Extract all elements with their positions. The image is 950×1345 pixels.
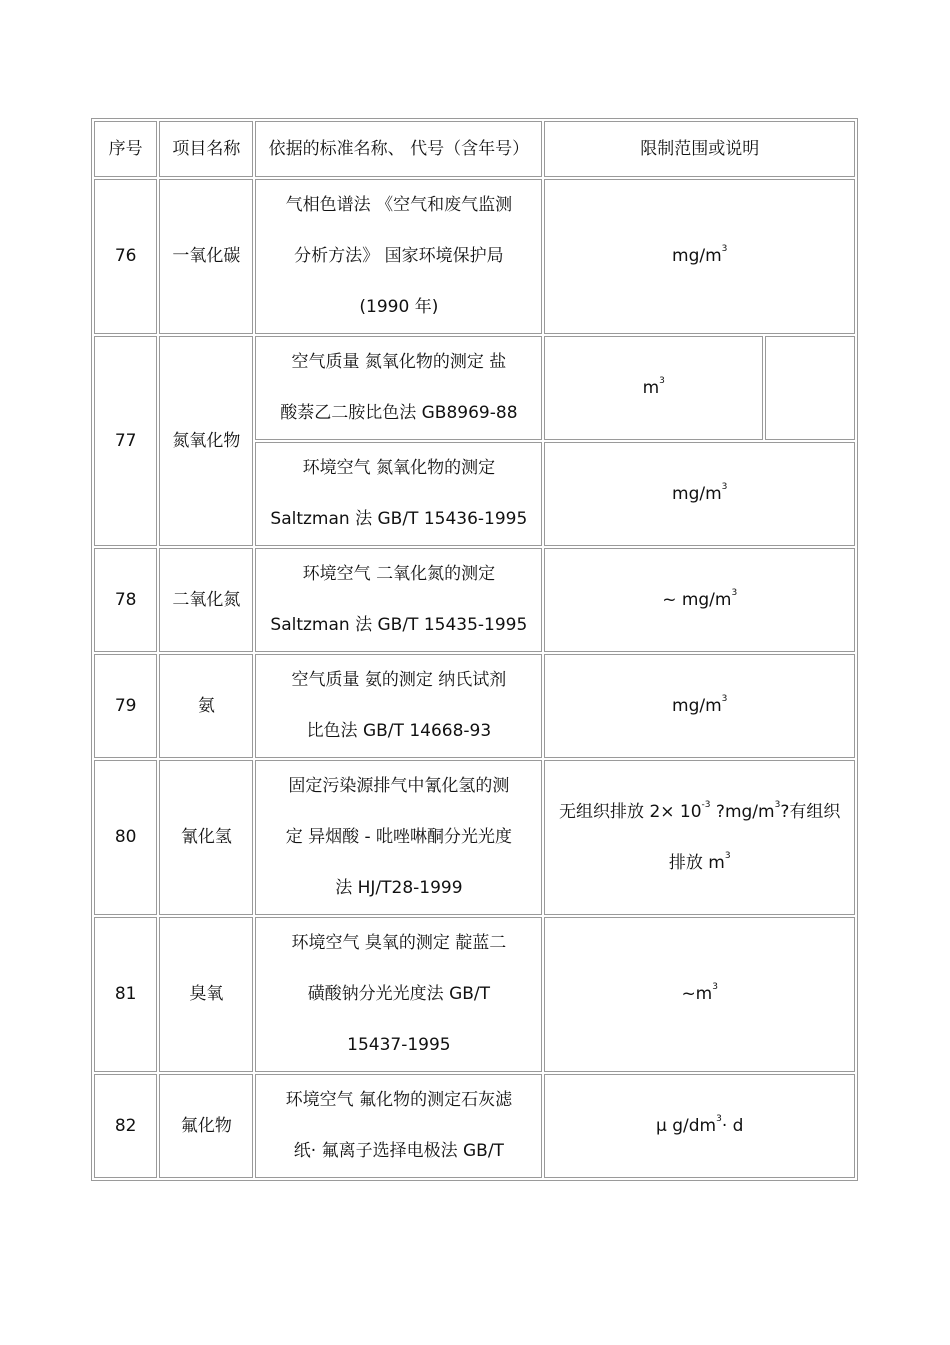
- row-standard: [255, 336, 542, 440]
- table-row: [94, 1074, 855, 1178]
- standard-line: 环境空气 臭氧的测定 靛蓝二: [291, 933, 507, 953]
- header-no: 序号: [94, 121, 157, 177]
- standard-line: Saltzman 法 GB/T 15435-1995: [270, 615, 528, 635]
- header-limit: 限制范围或说明: [544, 121, 855, 177]
- row-no: 76: [94, 179, 157, 334]
- row-no: 80: [94, 760, 157, 915]
- row-no: 78: [94, 548, 157, 652]
- standard-line: 磺酸钠分光光度法 GB/T: [307, 984, 491, 1004]
- limit-sup: 3: [721, 693, 728, 704]
- limit-sup: 3: [712, 982, 718, 992]
- limit-text: · d: [721, 1115, 744, 1136]
- row-item: 氰化氢: [159, 760, 253, 915]
- limit-sup: 3: [774, 799, 781, 810]
- limit-text: m: [642, 377, 660, 398]
- limit-sup: 3: [659, 375, 665, 386]
- limit-text: ?mg/m: [710, 801, 775, 822]
- limit-sup: -3: [701, 799, 711, 810]
- row-limit: [544, 336, 763, 440]
- row-standard: [255, 1074, 542, 1178]
- standard-line: 纸· 氟离子选择电极法 GB/T: [293, 1141, 504, 1161]
- limit-sup: 3: [716, 1113, 722, 1124]
- row-item: 氨: [159, 654, 253, 758]
- standard-line: 环境空气 氟化物的测定石灰滤: [285, 1090, 513, 1110]
- row-item: 二氧化氮: [159, 548, 253, 652]
- standard-line: 环境空气 氮氧化物的测定: [302, 458, 496, 478]
- row-limit: [544, 442, 855, 546]
- standard-line: (1990 年): [359, 297, 439, 317]
- row-limit: [544, 548, 855, 652]
- limit-text: μ g/dm: [655, 1115, 717, 1136]
- standard-line: 分析方法》 国家环境保护局: [294, 246, 504, 266]
- row-no: 79: [94, 654, 157, 758]
- row-limit: [544, 179, 855, 334]
- row-standard: [255, 442, 542, 546]
- row-limit: [544, 1074, 855, 1178]
- limit-text: 无组织排放 2× 10: [559, 801, 702, 822]
- row-limit: [544, 760, 855, 915]
- row-limit: [544, 917, 855, 1072]
- standard-line: 固定污染源排气中氰化氢的测: [288, 776, 510, 796]
- limit-sup: 3: [724, 850, 731, 861]
- limit-text: ~ mg/m: [662, 589, 732, 610]
- table-row: [94, 336, 855, 440]
- limit-text: mg/m: [672, 695, 722, 716]
- row-standard: [255, 179, 542, 334]
- standard-line: 气相色谱法 《空气和废气监测: [285, 195, 513, 215]
- empty-cell: [765, 336, 855, 440]
- limit-text: 排放 m: [668, 852, 725, 873]
- header-standard: 依据的标准名称、 代号（含年号）: [255, 121, 542, 177]
- table-row: [94, 760, 855, 915]
- row-standard: [255, 548, 542, 652]
- limit-text: ?有组织: [780, 801, 841, 822]
- header-item: 项目名称: [159, 121, 253, 177]
- limit-sup: 3: [721, 244, 728, 254]
- row-standard: [255, 654, 542, 758]
- standards-table: [91, 118, 858, 1181]
- limit-text: mg/m: [672, 483, 722, 504]
- standard-line: 空气质量 氨的测定 纳氏试剂: [291, 670, 507, 690]
- standard-line: 酸萘乙二胺比色法 GB8969-88: [280, 403, 518, 423]
- limit-text: mg/m: [672, 246, 722, 266]
- standard-line: 15437-1995: [347, 1035, 451, 1055]
- standard-line: 比色法 GB/T 14668-93: [306, 721, 492, 741]
- standard-line: 法 HJ/T28-1999: [335, 878, 463, 898]
- standard-line: Saltzman 法 GB/T 15436-1995: [270, 509, 528, 529]
- table-row: [94, 917, 855, 1072]
- table-row: [94, 548, 855, 652]
- limit-line: [547, 787, 852, 838]
- table-row: [94, 654, 855, 758]
- standard-line: 空气质量 氮氧化物的测定 盐: [291, 352, 507, 372]
- table-header-row: [94, 121, 855, 177]
- row-limit: [544, 654, 855, 758]
- row-standard: [255, 760, 542, 915]
- table-row: [94, 179, 855, 334]
- row-standard: [255, 917, 542, 1072]
- standard-line: 环境空气 二氧化氮的测定: [302, 564, 496, 584]
- limit-line: [547, 838, 852, 889]
- row-no: 82: [94, 1074, 157, 1178]
- standard-line: 定 异烟酸 - 吡唑啉酮分光光度: [285, 827, 513, 847]
- limit-text: ~m: [681, 984, 713, 1004]
- row-item: 氮氧化物: [159, 336, 253, 546]
- row-item: 一氧化碳: [159, 179, 253, 334]
- limit-sup: 3: [731, 587, 738, 598]
- row-no: 81: [94, 917, 157, 1072]
- limit-sup: 3: [721, 481, 728, 492]
- row-no: 77: [94, 336, 157, 546]
- row-item: 臭氧: [159, 917, 253, 1072]
- row-item: 氟化物: [159, 1074, 253, 1178]
